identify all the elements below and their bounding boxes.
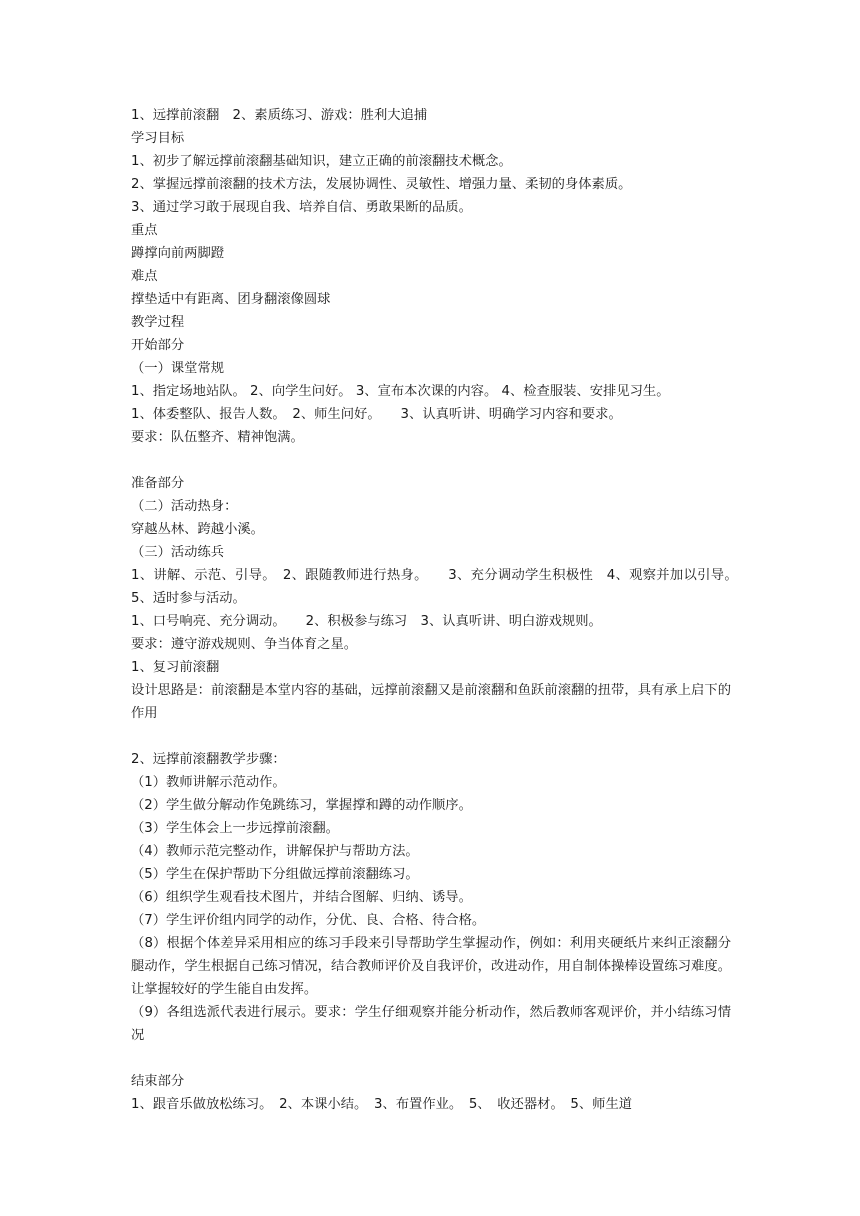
teacher-activity-paragraph: 1、讲解、示范、引导。 2、跟随教师进行热身。 3、充分调动学生积极性 4、观察并加以引导。 5、适时参与活动。 xyxy=(131,568,745,606)
document-body xyxy=(131,104,745,1116)
section-heading-key-point: 重点 xyxy=(131,223,158,238)
objective-item: 2、掌握远撑前滚翻的技术方法，发展协调性、灵敏性、增强力量、柔韧的身体素质。 xyxy=(131,177,632,192)
key-point-text: 蹲撑向前两脚蹬 xyxy=(131,246,225,261)
blank-line xyxy=(131,725,731,748)
warmup-text: 穿越丛林、跨越小溪。 xyxy=(131,522,264,537)
requirement-line: 要求：队伍整齐、精神饱满。 xyxy=(131,430,304,445)
blank-line xyxy=(131,449,731,472)
section-heading-objectives: 学习目标 xyxy=(131,131,185,146)
subsection-heading-start: 开始部分 xyxy=(131,338,185,353)
teaching-step: （5）学生在保护帮助下分组做远撑前滚翻练习。 xyxy=(131,867,419,882)
design-idea-paragraph: 设计思路是：前滚翻是本堂内容的基础，远撑前滚翻又是前滚翻和鱼跃前滚翻的扭带，具有承上启下的作用 xyxy=(131,683,731,721)
review-heading: 1、复习前滚翻 xyxy=(131,660,220,675)
lesson-content-line: 1、远撑前滚翻 2、素质练习、游戏：胜利大追捕 xyxy=(131,108,428,123)
teaching-step: （7）学生评价组内同学的动作，分优、良、合格、待合格。 xyxy=(131,913,486,928)
teaching-step: （2）学生做分解动作兔跳练习，掌握撑和蹲的动作顺序。 xyxy=(131,798,472,813)
section-heading-difficulty: 难点 xyxy=(131,269,158,284)
routine-heading: （一）课堂常规 xyxy=(131,361,225,376)
ending-activity-line: 1、跟音乐做放松练习。 2、本课小结。 3、布置作业。 5、 收还器材。 5、师生道 xyxy=(131,1097,633,1112)
teaching-step: （3）学生体会上一步远撑前滚翻。 xyxy=(131,821,339,836)
student-activity-line: 1、口号响亮、充分调动。 2、积极参与练习 3、认真听讲、明白游戏规则。 xyxy=(131,614,602,629)
objective-item: 1、初步了解远撑前滚翻基础知识，建立正确的前滚翻技术概念。 xyxy=(131,154,512,169)
objective-item: 3、通过学习敢于展现自我、培养自信、勇敢果断的品质。 xyxy=(131,200,472,215)
requirement-line: 要求：遵守游戏规则、争当体育之星。 xyxy=(131,637,358,652)
teaching-step: （6）组织学生观看技术图片，并结合图解、归纳、诱导。 xyxy=(131,890,472,905)
warmup-heading: （二）活动热身： xyxy=(131,499,238,514)
subsection-heading-ending: 结束部分 xyxy=(131,1074,185,1089)
teacher-activity-line: 1、指定场地站队。 2、向学生问好。 3、宣布本次课的内容。 4、检查服装、安排见习生。 xyxy=(131,384,670,399)
section-heading-process: 教学过程 xyxy=(131,315,185,330)
drill-heading: （三）活动练兵 xyxy=(131,545,225,560)
teaching-steps-heading: 2、远撑前滚翻教学步骤： xyxy=(131,752,286,767)
teaching-step: （1）教师讲解示范动作。 xyxy=(131,775,286,790)
blank-line xyxy=(131,1047,731,1070)
subsection-heading-preparation: 准备部分 xyxy=(131,476,185,491)
teaching-step-paragraph: （8）根据个体差异采用相应的练习手段来引导帮助学生掌握动作，例如：利用夹硬纸片来纠正滚翻分腿动作，学生根据自己练习情况，结合教师评价及自我评价，改进动作，用自制体操棒设置练习难度。让掌握较好的学生能自由发挥。 xyxy=(131,936,731,997)
student-activity-line: 1、体委整队、报告人数。 2、师生问好。 3、认真听讲、明确学习内容和要求。 xyxy=(131,407,622,422)
teaching-step: （4）教师示范完整动作，讲解保护与帮助方法。 xyxy=(131,844,419,859)
difficulty-text: 撑垫适中有距离、团身翻滚像圆球 xyxy=(131,292,331,307)
teaching-step-paragraph: （9）各组选派代表进行展示。要求：学生仔细观察并能分析动作，然后教师客观评价，并小结练习情况 xyxy=(131,1005,731,1043)
